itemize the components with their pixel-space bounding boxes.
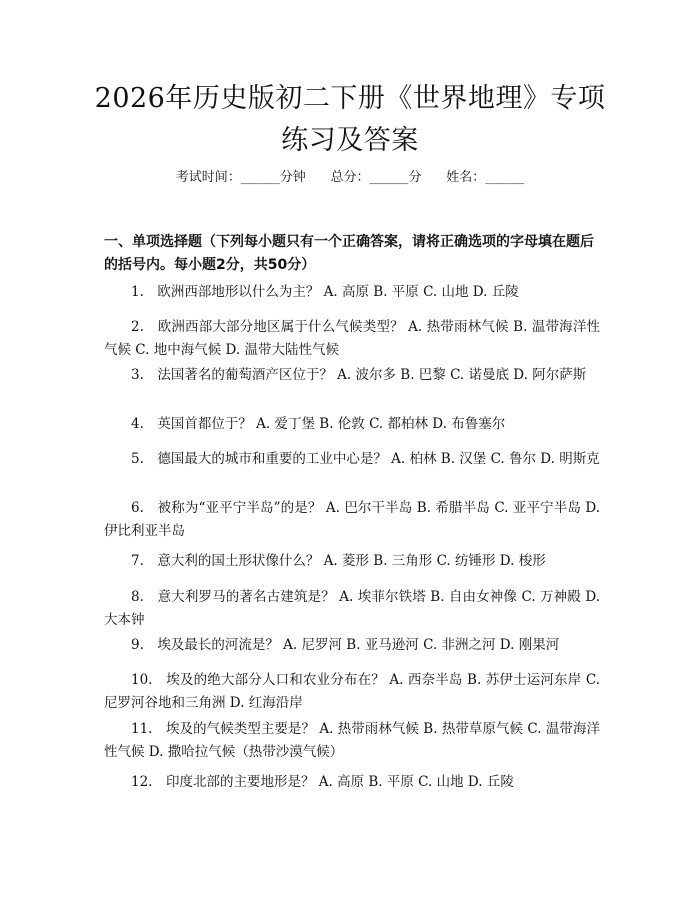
- exam-info-line: 考试时间：______分钟 总分：______分 姓名：______: [175, 170, 525, 185]
- question-item: 3. 法国著名的葡萄酒产区位于？ A. 波尔多 B. 巴黎 C. 诺曼底 D. 阿尔萨斯: [131, 367, 587, 383]
- question-item: 6. 被称为“亚平宁半岛”的是？ A. 巴尔干半岛 B. 希腊半岛 C. 亚平宁半岛 D. 伊比利亚半岛: [104, 500, 600, 539]
- question-item: 7. 意大利的国土形状像什么？ A. 菱形 B. 三角形 C. 纺锤形 D. 梭形: [131, 553, 546, 569]
- document-title: 2026年历史版初二下册《世界地理》专项练习及答案: [94, 83, 606, 156]
- question-item: 5. 德国最大的城市和重要的工业中心是？ A. 柏林 B. 汉堡 C. 鲁尔 D. 明斯克: [131, 451, 600, 467]
- question-item: 4. 英国首都位于？ A. 爱丁堡 B. 伦敦 C. 都柏林 D. 布鲁塞尔: [131, 416, 506, 432]
- question-item: 8. 意大利罗马的著名古建筑是？ A. 埃菲尔铁塔 B. 自由女神像 C. 万神殿 D. 大本钟: [104, 589, 600, 628]
- question-item: 1. 欧洲西部地形以什么为主？ A. 高原 B. 平原 C. 山地 D. 丘陵: [131, 284, 519, 300]
- question-item: 2. 欧洲西部大部分地区属于什么气候类型？ A. 热带雨林气候 B. 温带海洋性气候 C. 地中海气候 D. 温带大陆性气候: [104, 319, 600, 358]
- question-item: 11. 埃及的气候类型主要是？ A. 热带雨林气候 B. 热带草原气候 C. 温带海洋性气候 D. 撒哈拉气候（热带沙漠气候）: [104, 721, 600, 760]
- question-item: 10. 埃及的绝大部分人口和农业分布在？ A. 西奈半岛 B. 苏伊士运河东岸 C. 尼罗河谷地和三角洲 D. 红海沿岸: [104, 672, 600, 711]
- question-item: 12. 印度北部的主要地形是？ A. 高原 B. 平原 C. 山地 D. 丘陵: [131, 774, 514, 790]
- section-heading: 一、单项选择题（下列每小题只有一个正确答案，请将正确选项的字母填在题后的括号内。每小题2分，共50分）: [104, 234, 594, 273]
- question-item: 9. 埃及最长的河流是？ A. 尼罗河 B. 亚马逊河 C. 非洲之河 D. 刚果河: [131, 637, 560, 653]
